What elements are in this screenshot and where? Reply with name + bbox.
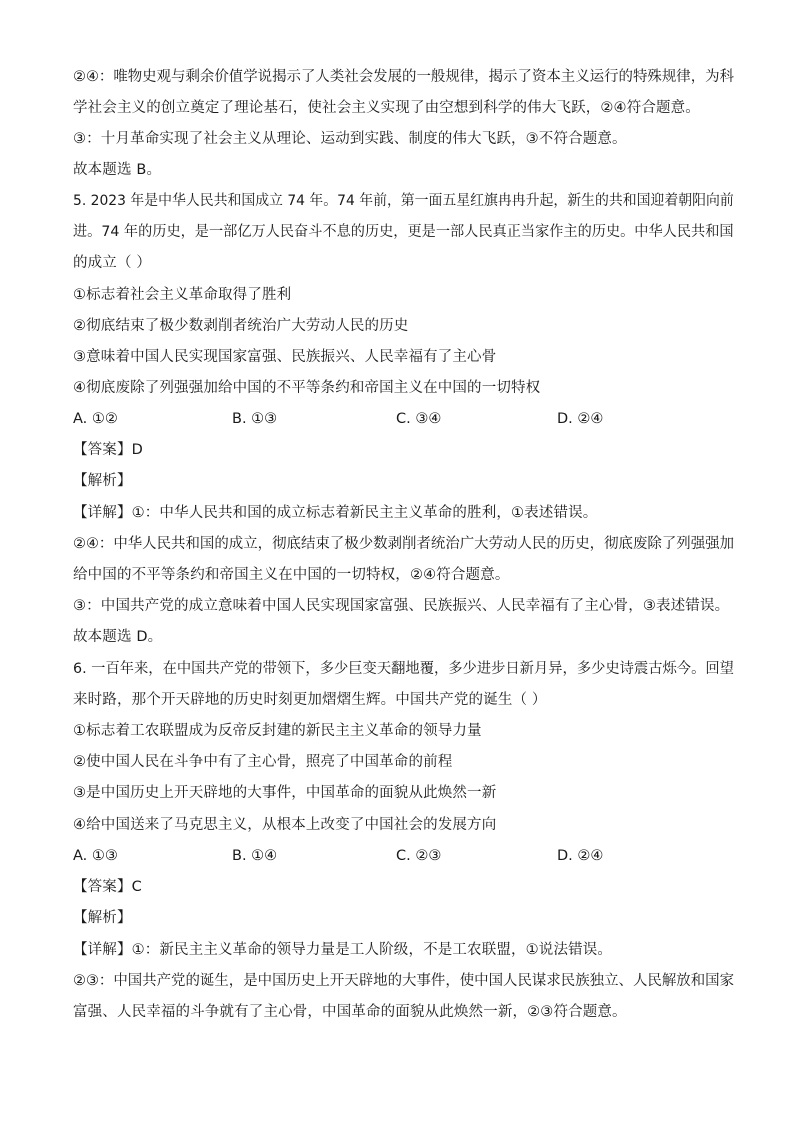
question-5-item: ②彻底结束了极少数剥削者统治广大劳动人民的历史: [73, 318, 409, 334]
text-line: 故本题选 B。: [73, 162, 162, 178]
question-5-detail: 【详解】①：中华人民共和国的成立标志着新民主主义革命的胜利，①表述错误。: [73, 505, 598, 521]
question-6-option-d: D. ②④: [557, 848, 604, 864]
question-6-item: ②使中国人民在斗争中有了主心骨，照亮了中国革命的前程: [73, 754, 453, 770]
text-line: ③：十月革命实现了社会主义从理论、运动到实践、制度的伟大飞跃，③不符合题意。: [73, 131, 627, 147]
question-6-option-b: B. ①④: [232, 848, 278, 864]
question-6-item: ①标志着工农联盟成为反帝反封建的新民主主义革命的领导力量: [73, 723, 482, 739]
question-5-stem: 5. 2023 年是中华人民共和国成立 74 年。74 年前，第一面五星红旗冉冉升起，新生的共和国迎着朝阳向前: [73, 193, 734, 209]
question-5-option-d: D. ②④: [557, 411, 604, 427]
question-5-option-c: C. ③④: [396, 411, 442, 427]
question-5-detail: 故本题选 D。: [73, 629, 163, 645]
question-5-detail: 给中国的不平等条约和帝国主义在中国的一切特权，②④符合题意。: [73, 567, 510, 583]
question-6-detail: ②③：中国共产党的诞生，是中国历史上开天辟地的大事件，使中国人民谋求民族独立、人民解放和国家: [73, 973, 735, 989]
question-6-option-a: A. ①③: [73, 848, 118, 864]
question-5-item: ③意味着中国人民实现国家富强、民族振兴、人民幸福有了主心骨: [73, 349, 497, 365]
question-6-detail: 富强、人民幸福的斗争就有了主心骨，中国革命的面貌从此焕然一新，②③符合题意。: [73, 1004, 627, 1020]
question-6-detail: 【详解】①：新民主主义革命的领导力量是工人阶级，不是工农联盟，①说法错误。: [73, 942, 613, 958]
question-5-detail: ②④：中华人民共和国的成立，彻底结束了极少数剥削者统治广大劳动人民的历史，彻底废除了列强强加: [73, 536, 735, 552]
question-6-item: ③是中国历史上开天辟地的大事件，中国革命的面貌从此焕然一新: [73, 785, 497, 801]
question-5-analysis-label: 【解析】: [73, 473, 132, 489]
question-6-item: ④给中国送来了马克思主义，从根本上改变了中国社会的发展方向: [73, 817, 497, 833]
question-6-option-c: C. ②③: [396, 848, 442, 864]
question-6-answer: 【答案】C: [73, 879, 142, 895]
question-5-stem: 的成立（ ）: [73, 255, 152, 271]
question-6-stem: 来时路，那个开天辟地的历史时刻更加熠熠生辉。中国共产党的诞生（ ）: [73, 692, 547, 708]
question-6-stem: 6. 一百年来，在中国共产党的带领下，多少巨变天翻地覆，多少进步日新月异，多少史诗震古烁今。回望: [73, 661, 734, 677]
question-6-analysis-label: 【解析】: [73, 910, 132, 926]
text-line: ②④：唯物史观与剩余价值学说揭示了人类社会发展的一般规律，揭示了资本主义运行的特殊规律，为科: [73, 69, 735, 85]
text-line: 学社会主义的创立奠定了理论基石，使社会主义实现了由空想到科学的伟大飞跃，②④符合题意。: [73, 100, 700, 116]
question-5-detail: ③：中国共产党的成立意味着中国人民实现国家富强、民族振兴、人民幸福有了主心骨，③表述错误。: [73, 598, 730, 614]
question-5-item: ①标志着社会主义革命取得了胜利: [73, 287, 292, 303]
question-5-item: ④彻底废除了列强强加给中国的不平等条约和帝国主义在中国的一切特权: [73, 380, 541, 396]
question-5-option-a: A. ①②: [73, 411, 118, 427]
question-5-stem: 进。74 年的历史，是一部亿万人民奋斗不息的历史，更是一部人民真正当家作主的历史。中华人民共和国: [73, 224, 734, 240]
question-5-option-b: B. ①③: [232, 411, 278, 427]
question-5-answer: 【答案】D: [73, 442, 143, 458]
